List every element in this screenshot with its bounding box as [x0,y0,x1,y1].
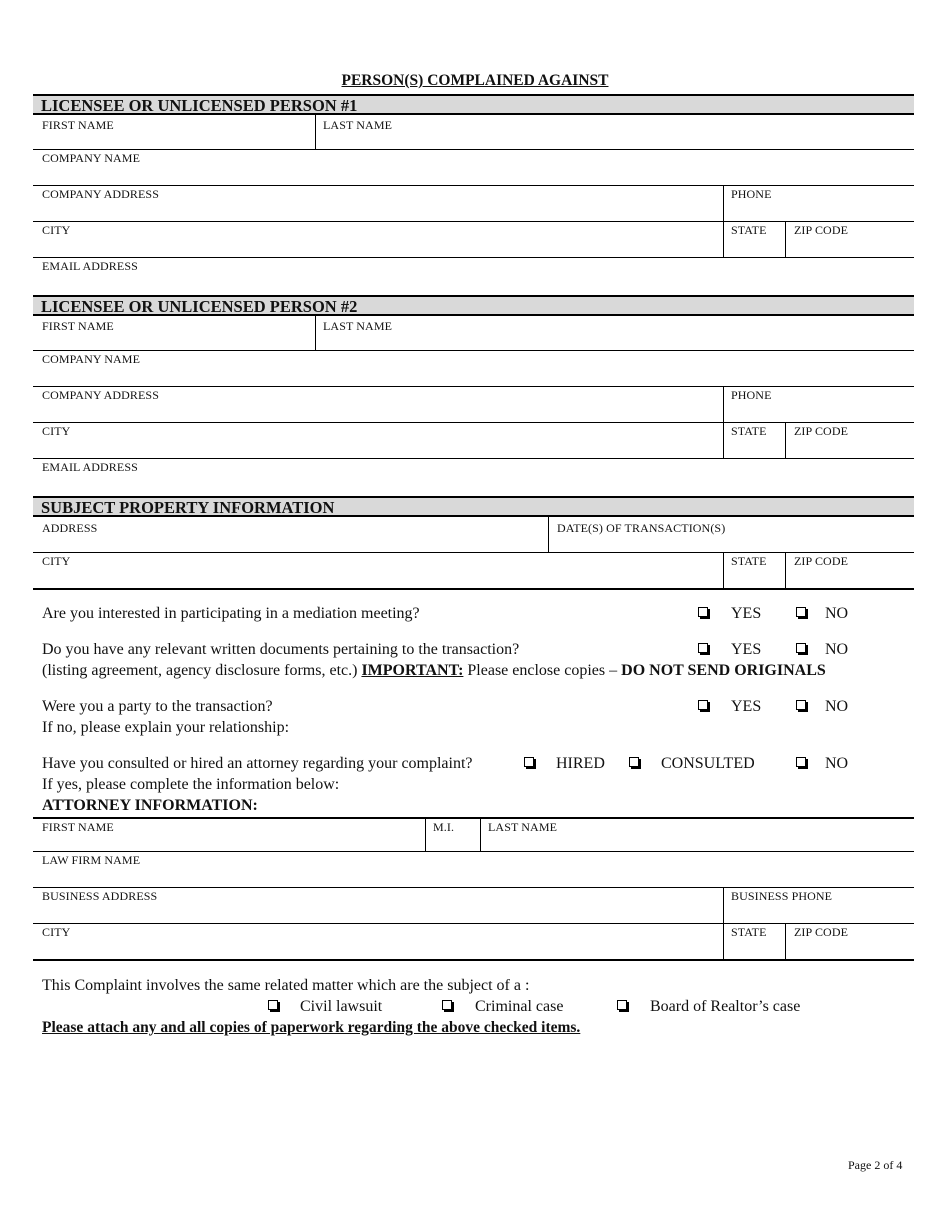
divider [33,588,914,590]
divider [33,185,914,186]
person2-phone-field[interactable]: PHONE [731,388,772,402]
property-address-field[interactable]: ADDRESS [42,521,98,535]
divider [33,422,914,423]
person2-last-name-field[interactable]: LAST NAME [323,319,393,333]
attorney-question: Have you consulted or hired an attorney regarding your complaint? [42,755,473,772]
documents-yes-label: YES [731,641,762,658]
attorney-hired-label: HIRED [556,755,605,772]
divider [723,552,724,588]
divider [33,851,914,852]
divider [785,221,786,257]
law-firm-name-field[interactable]: LAW FIRM NAME [42,853,141,867]
party-note: If no, please explain your relationship: [42,719,290,736]
property-dates-field[interactable]: DATE(S) OF TRANSACTION(S) [557,521,726,535]
person2-company-address-field[interactable]: COMPANY ADDRESS [42,388,159,402]
person2-heading: LICENSEE OR UNLICENSED PERSON #2 [41,297,358,316]
attorney-no-label: NO [825,755,849,772]
divider [33,959,914,961]
person1-company-address-field[interactable]: COMPANY ADDRESS [42,187,159,201]
no-originals-warning: DO NOT SEND ORIGINALS [621,662,826,679]
person2-company-name-field[interactable]: COMPANY NAME [42,352,140,366]
property-state-field[interactable]: STATE [731,554,767,568]
mediation-yes-checkbox[interactable] [698,607,708,617]
criminal-case-checkbox[interactable] [442,1000,452,1010]
person1-zip-field[interactable]: ZIP CODE [794,223,849,237]
business-address-field[interactable]: BUSINESS ADDRESS [42,889,158,903]
attorney-note: If yes, please complete the information below: [42,776,340,793]
related-matter-intro: This Complaint involves the same related matter which are the subject of a : [42,977,530,994]
mediation-no-checkbox[interactable] [796,607,806,617]
person2-zip-field[interactable]: ZIP CODE [794,424,849,438]
criminal-case-label: Criminal case [475,998,564,1015]
divider [33,552,914,553]
property-section-header [33,496,914,517]
divider [425,818,426,851]
person2-email-field[interactable]: EMAIL ADDRESS [42,460,138,474]
documents-note-mid: Please enclose copies – [463,662,622,679]
attorney-consulted-label: CONSULTED [661,755,755,772]
documents-no-label: NO [825,641,849,658]
attorney-consulted-checkbox[interactable] [629,757,639,767]
person1-company-name-field[interactable]: COMPANY NAME [42,151,140,165]
attorney-city-field[interactable]: CITY [42,925,71,939]
person1-email-field[interactable]: EMAIL ADDRESS [42,259,138,273]
person1-last-name-field[interactable]: LAST NAME [323,118,393,132]
person2-city-field[interactable]: CITY [42,424,71,438]
person1-state-field[interactable]: STATE [731,223,767,237]
divider [33,149,914,150]
divider [785,552,786,588]
civil-lawsuit-label: Civil lawsuit [300,998,383,1015]
divider [548,517,549,552]
important-label: IMPORTANT: [361,662,464,679]
person2-state-field[interactable]: STATE [731,424,767,438]
property-heading: SUBJECT PROPERTY INFORMATION [41,498,335,517]
divider [315,115,316,150]
page-number: Page 2 of 4 [848,1158,903,1172]
divider [33,257,914,258]
attorney-mi-field[interactable]: M.I. [433,820,455,834]
divider [315,316,316,351]
mediation-yes-label: YES [731,605,762,622]
attorney-first-name-field[interactable]: FIRST NAME [42,820,114,834]
documents-question: Do you have any relevant written documents pertaining to the transaction? [42,641,520,658]
documents-note-pre: (listing agreement, agency disclosure forms, etc.) [42,662,362,679]
divider [33,817,914,819]
person1-section-header [33,94,914,115]
divider [785,422,786,458]
person2-first-name-field[interactable]: FIRST NAME [42,319,114,333]
person1-first-name-field[interactable]: FIRST NAME [42,118,114,132]
divider [33,923,914,924]
attorney-last-name-field[interactable]: LAST NAME [488,820,558,834]
divider [480,818,481,851]
divider [785,923,786,959]
party-yes-checkbox[interactable] [698,700,708,710]
page-title: PERSON(S) COMPLAINED AGAINST [341,72,609,89]
attorney-zip-field[interactable]: ZIP CODE [794,925,849,939]
civil-lawsuit-checkbox[interactable] [268,1000,278,1010]
divider [33,221,914,222]
documents-no-checkbox[interactable] [796,643,806,653]
divider [33,458,914,459]
documents-note [42,662,826,680]
property-zip-field[interactable]: ZIP CODE [794,554,849,568]
person1-phone-field[interactable]: PHONE [731,187,772,201]
realtor-case-checkbox[interactable] [617,1000,627,1010]
party-yes-label: YES [731,698,762,715]
mediation-no-label: NO [825,605,849,622]
attach-paperwork-note: Please attach any and all copies of paperwork regarding the above checked items. [42,1019,581,1036]
property-city-field[interactable]: CITY [42,554,71,568]
party-no-checkbox[interactable] [796,700,806,710]
person1-heading: LICENSEE OR UNLICENSED PERSON #1 [41,96,358,115]
person1-city-field[interactable]: CITY [42,223,71,237]
documents-yes-checkbox[interactable] [698,643,708,653]
divider [33,350,914,351]
mediation-question: Are you interested in participating in a mediation meeting? [42,605,420,622]
person2-section-header [33,295,914,316]
divider [33,887,914,888]
divider [33,386,914,387]
realtor-case-label: Board of Realtor’s case [650,998,801,1015]
party-question: Were you a party to the transaction? [42,698,273,715]
attorney-hired-checkbox[interactable] [524,757,534,767]
business-phone-field[interactable]: BUSINESS PHONE [731,889,833,903]
party-no-label: NO [825,698,849,715]
attorney-heading: ATTORNEY INFORMATION: [42,797,258,814]
attorney-no-checkbox[interactable] [796,757,806,767]
attorney-state-field[interactable]: STATE [731,925,767,939]
